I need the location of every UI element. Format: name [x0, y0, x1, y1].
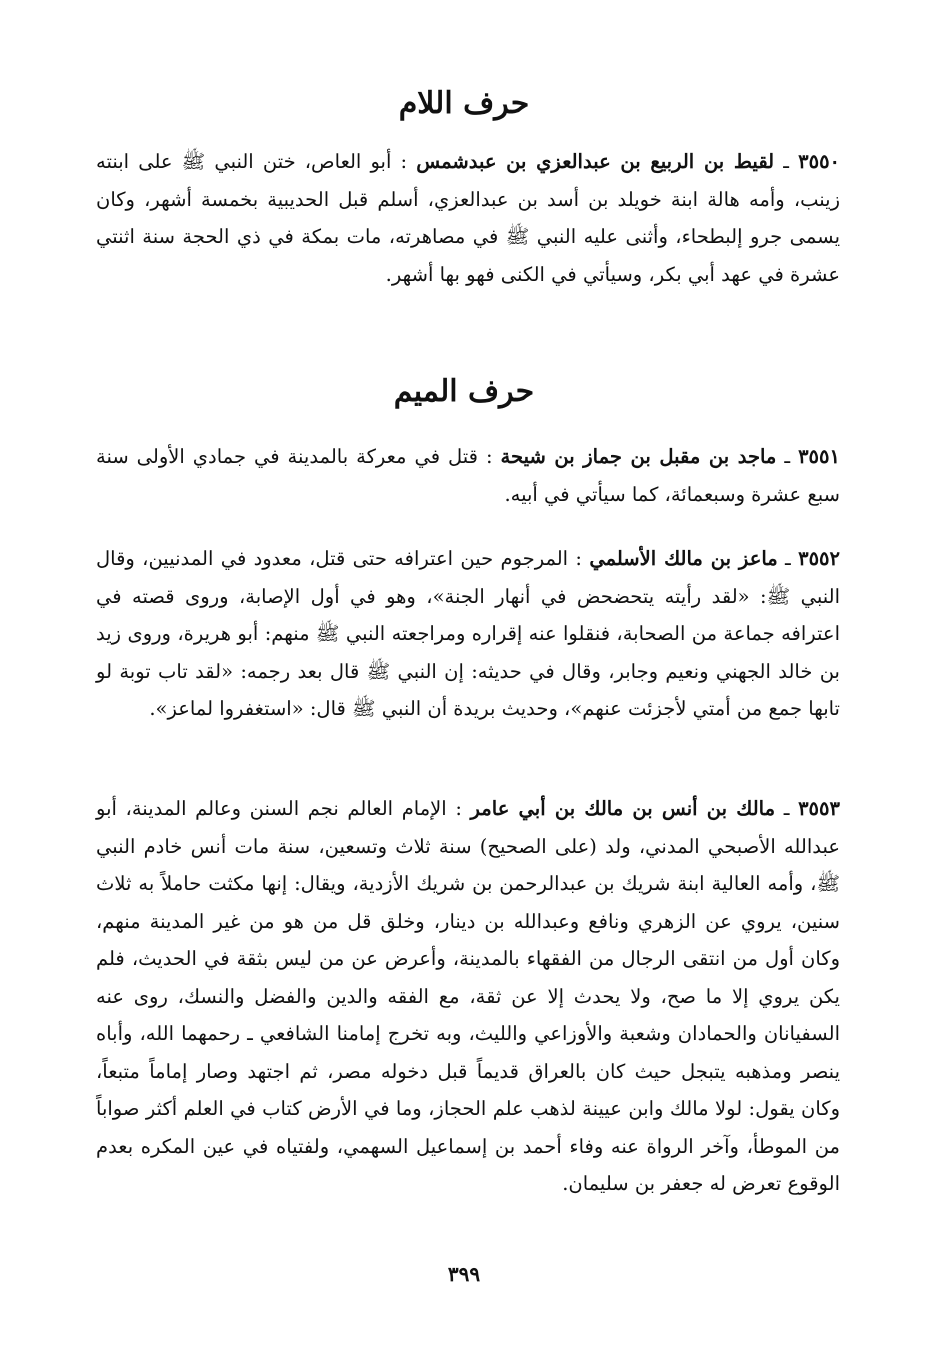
entry-number: ٣٥٥٠: [798, 150, 841, 173]
entry-dash: ـ: [776, 445, 791, 468]
entry-dash: ـ: [775, 797, 790, 820]
entry-text: : أبو العاص، ختن النبي ﷺ على ابنته زينب، وأمه هالة ابنة خويلد بن أسد بن عبدالعزي، أسلم قبل الحديبية بخمسة أشهر، وكان يسمى جرو إلبطحاء، وأثنى عليه النبي ﷺ في مصاهرته، مات بمكة في ذي الحجة سنة اثنتي عشرة في عهد أبي بكر، وسيأتي في الكنى فهو بها أشهر.: [96, 150, 840, 286]
entry-number: ٣٥٥٣: [798, 797, 840, 820]
entry-dash: ـ: [774, 150, 789, 173]
entry-text: : الإمام العالم نجم السنن وعالم المدينة، أبو عبدالله الأصبحي المدني، ولد (على الصحيح) سنة ثلاث وتسعين، سنة مات أنس خادم النبي ﷺ، وأمه العالية ابنة شريك بن عبدالرحمن بن شريك الأزدية، ويقال: إنها مكثت حاملاً به ثلاث سنين، يروي عن الزهري ونافع وعبدالله بن دينار، وخلق قل من هو من غير المدينة منهم، وكان أول من انتقى الرجال من الفقهاء بالمدينة، وأعرض عن من ليس بثقة في الحديث، فلم يكن يروي إلا ما صح، ولا يحدث إلا عن ثقة، مع الفقه والدين والفضل والنسك، روى عنه السفيانان والحمادان وشعبة والأوزاعي والليث، وبه تخرج إمامنا الشافعي ـ رحمهما الله، وأباه ينصر ومذهبه يتبجل حيث كان بالعراق قديماً قبل دخوله مصر، ثم اجتهد وصار إماماً متبعاً، وكان يقول: لولا مالك وابن عيينة لذهب علم الحجاز، وما في الأرض كتاب في العلم أكثر صواباً من الموطأ، وآخر الرواة عنه وفاء أحمد بن إسماعيل السهمي، ولفتياه في عين المكره بعدم الوقوع تعرض له جعفر بن سليمان.: [96, 797, 840, 1195]
entry-3552: [96, 540, 840, 728]
section-title-mim: حرف الميم: [393, 374, 535, 409]
entry-3551: [96, 438, 840, 513]
entry-dash: ـ: [777, 547, 791, 570]
section-title-lam: حرف اللام: [398, 86, 530, 121]
entry-text: : قتل في معركة بالمدينة في جمادي الأولى سنة سبع عشرة وسبعمائة، كما سيأتي في أبيه.: [96, 445, 840, 506]
entry-3550: [96, 143, 840, 293]
entry-name: مالك بن أنس بن مالك بن أبي عامر: [470, 797, 776, 820]
entry-3553: [96, 790, 840, 1203]
page-number: ٣٩٩: [447, 1262, 481, 1286]
entry-name: ماعز بن مالك الأسلمي: [589, 547, 778, 570]
entry-name: ماجد بن مقبل بن جماز بن شيحة: [500, 445, 777, 468]
entry-name: لقيط بن الربيع بن عبدالعزي بن عبدشمس: [416, 150, 775, 173]
entry-text: : المرجوم حين اعترافه حتى قتل، معدود في المدنيين، وقال النبي ﷺ: «لقد رأيته يتحضحض في أنهار الجنة»، وهو في أول الإصابة، وروى قصته في اعترافه جماعة من الصحابة، فنقلوا عنه إقراره ومراجعته النبي ﷺ منهم: أبو هريرة، وروى زيد بن خالد الجهني ونعيم وجابر، وقال في حديثه: إن النبي ﷺ قال بعد رجمه: «لقد تاب توبة لو تابها جمع من أمتي لأجزئت عنهم»، وحديث بريدة أن النبي ﷺ قال: «استغفروا لماعز».: [96, 547, 840, 720]
entry-number: ٣٥٥١: [798, 445, 840, 468]
entry-number: ٣٥٥٢: [798, 547, 840, 570]
